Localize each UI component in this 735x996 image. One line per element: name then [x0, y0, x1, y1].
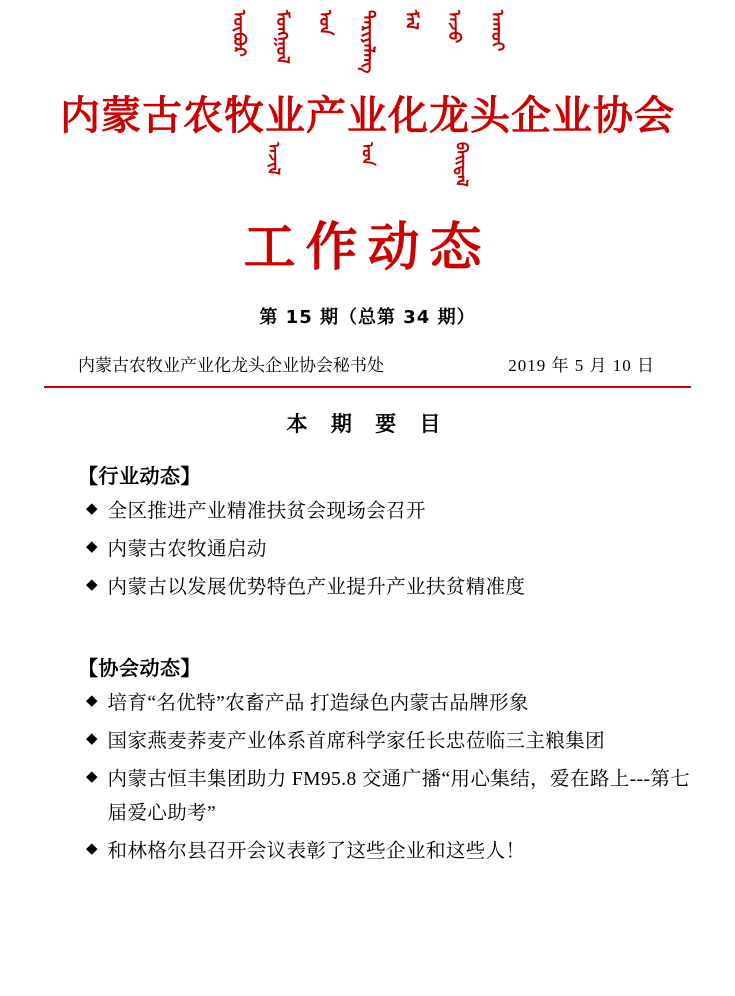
diamond-bullet-icon: ◆	[86, 539, 98, 556]
diamond-bullet-icon: ◆	[86, 577, 98, 594]
masthead-title: 内蒙古农牧业产业化龙头企业协会	[60, 93, 675, 139]
mongolian-word: ᠠᠵᠢᠯ	[264, 142, 284, 175]
list-item-text: 和林格尔县召开会议表彰了这些企业和这些人！	[107, 841, 526, 863]
section-industry-news	[44, 460, 691, 605]
mongolian-word: ᠪᠠᠢᠳᠠᠯ	[452, 142, 472, 187]
publish-date: 2019 年 5 月 10 日	[508, 356, 655, 376]
mongolian-word: ᠮᠠᠯ	[401, 10, 421, 30]
diamond-bullet-icon: ◆	[86, 730, 98, 747]
mongolian-word: ᠦᠪᠦᠷ	[229, 10, 249, 57]
contents-heading: 本 期 要 目	[286, 412, 449, 437]
list-item[interactable]	[78, 533, 691, 567]
diamond-bullet-icon: ◆	[86, 768, 98, 785]
mongolian-word: ᠲᠠᠷᠢᠶᠠᠯᠠᠩ	[358, 10, 378, 74]
mongolian-word: ᠤᠨ	[358, 142, 378, 166]
list-item[interactable]	[78, 835, 691, 869]
diamond-bullet-icon: ◆	[86, 501, 98, 518]
mongolian-word: ᠮᠣᠩᠭᠣᠯ	[272, 10, 292, 64]
section-title: 【协会动态】	[78, 655, 201, 680]
diamond-bullet-icon: ◆	[86, 841, 98, 858]
mongolian-word: ᠠᠬᠣᠢ	[487, 10, 507, 52]
list-item-text: 全区推进产业精准扶贫会现场会召开	[107, 501, 426, 523]
mongolian-word: ᠠᠵᠤ	[444, 10, 464, 44]
section-association-news	[44, 652, 691, 870]
list-item-text: 国家燕麦荞麦产业体系首席科学家任长忠莅临三主粮集团	[107, 730, 606, 752]
list-item-text: 内蒙古农牧通启动	[107, 539, 267, 561]
mongolian-word: ᠤᠨ	[315, 10, 335, 36]
list-item-text: 内蒙古以发展优势特色产业提升产业扶贫精准度	[107, 577, 526, 599]
list-item[interactable]	[78, 763, 691, 831]
list-item-text: 内蒙古恒丰集团助力 FM95.8 交通广播“用心集结，爱在路上---第七届爱心助考”	[107, 768, 691, 824]
mongolian-header-top	[44, 0, 691, 92]
issue-number: 第 15 期（总第 34 期）	[259, 307, 476, 329]
list-item[interactable]	[78, 571, 691, 605]
red-divider	[44, 386, 691, 388]
publisher-row	[44, 351, 691, 376]
diamond-bullet-icon: ◆	[86, 692, 98, 709]
list-item[interactable]	[78, 687, 691, 721]
mongolian-header-bottom	[44, 138, 691, 216]
list-item[interactable]	[78, 725, 691, 759]
masthead-subtitle: 工作动态	[243, 218, 492, 278]
publisher-name: 内蒙古农牧业产业化龙头企业协会秘书处	[78, 356, 384, 376]
section-title: 【行业动态】	[78, 464, 201, 489]
list-item-text: 培育“名优特”农畜产品 打造绿色内蒙古品牌形象	[107, 692, 529, 714]
list-item[interactable]	[78, 495, 691, 529]
